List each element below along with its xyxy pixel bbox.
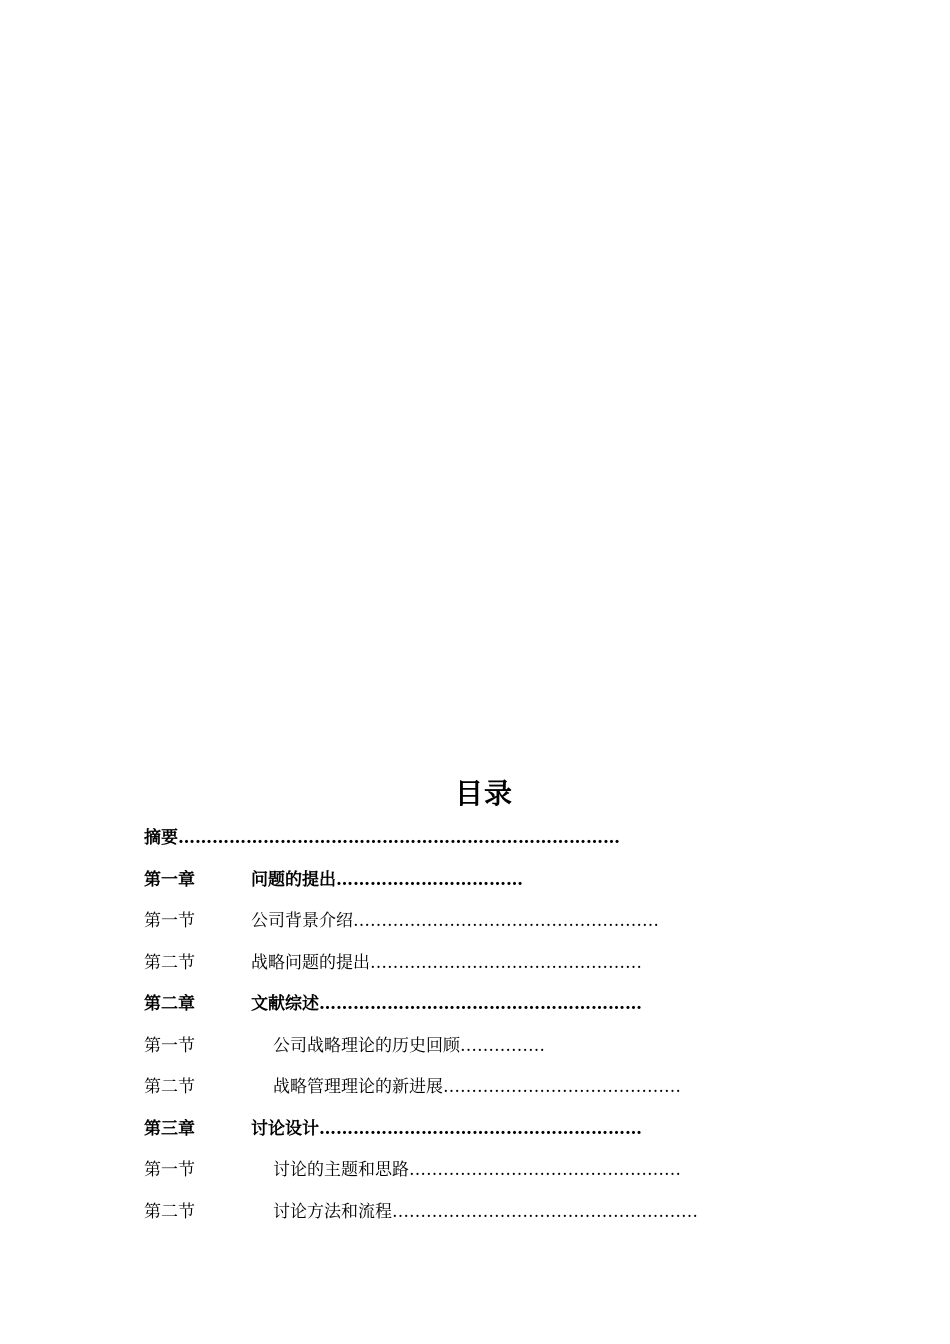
toc-entry-title: 文献综述 bbox=[251, 994, 319, 1014]
toc-entry-section-3-1[interactable] bbox=[144, 1158, 681, 1182]
toc-entry-title: 摘要 bbox=[144, 828, 178, 848]
toc-entry-label: 第一节 bbox=[144, 911, 195, 931]
toc-entry-label: 第一节 bbox=[144, 1160, 195, 1180]
toc-leader-dots: ……………………………………………… bbox=[353, 911, 659, 931]
toc-entry-section-3-2[interactable] bbox=[144, 1200, 698, 1224]
toc-entry-chapter-3[interactable] bbox=[144, 1117, 642, 1141]
toc-leader-dots: ………………………………………… bbox=[370, 953, 642, 973]
toc-entry-section-2-1[interactable] bbox=[144, 1034, 545, 1058]
toc-entry-title: 战略问题的提出 bbox=[251, 953, 370, 973]
toc-entry-label: 第三章 bbox=[144, 1119, 195, 1139]
toc-entry-title: 讨论方法和流程 bbox=[273, 1202, 392, 1222]
toc-entry-label: 第二节 bbox=[144, 1202, 195, 1222]
toc-entry-title: 战略管理理论的新进展 bbox=[273, 1077, 443, 1097]
toc-entry-section-1-1[interactable] bbox=[144, 909, 659, 933]
toc-entry-section-1-2[interactable] bbox=[144, 951, 642, 975]
toc-entry-chapter-1[interactable] bbox=[144, 868, 523, 892]
toc-entry-label: 第一节 bbox=[144, 1036, 195, 1056]
toc-leader-dots: ………………………………………… bbox=[409, 1160, 681, 1180]
toc-entry-chapter-2[interactable] bbox=[144, 992, 642, 1016]
toc-entry-label: 第一章 bbox=[144, 870, 195, 890]
toc-leader-dots: …………………………………… bbox=[443, 1077, 681, 1097]
toc-entry-title: 问题的提出 bbox=[251, 870, 336, 890]
toc-entry-label: 第二章 bbox=[144, 994, 195, 1014]
toc-leader-dots: …………… bbox=[460, 1036, 545, 1056]
toc-leader-dots: ………………………………………………… bbox=[319, 994, 642, 1014]
toc-entry-label: 第二节 bbox=[144, 1077, 195, 1097]
toc-entry-title: 讨论的主题和思路 bbox=[273, 1160, 409, 1180]
toc-leader-dots: ………………………………………………… bbox=[319, 1119, 642, 1139]
toc-entry-label: 第二节 bbox=[144, 953, 195, 973]
toc-entry-title: 公司战略理论的历史回顾 bbox=[273, 1036, 460, 1056]
toc-entry-section-2-2[interactable] bbox=[144, 1075, 681, 1099]
toc-leader-dots: ……………………………………………… bbox=[392, 1202, 698, 1222]
toc-entry-title: 讨论设计 bbox=[251, 1119, 319, 1139]
toc-entry-title: 公司背景介绍 bbox=[251, 911, 353, 931]
toc-heading: 目录 bbox=[454, 777, 513, 810]
toc-leader-dots: …………………………………………………………………… bbox=[178, 828, 620, 848]
toc-leader-dots: …………………………… bbox=[336, 870, 523, 890]
